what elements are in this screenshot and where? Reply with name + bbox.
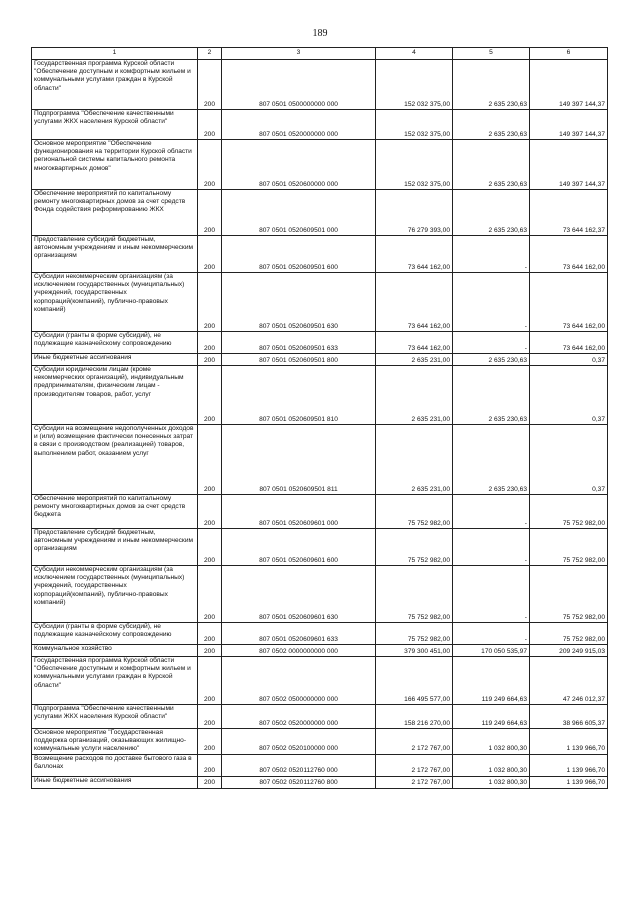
approved-amount-cell: 152 032 375,00 <box>376 60 453 110</box>
approved-amount-cell: 76 279 393,00 <box>376 190 453 236</box>
row-name-cell: Субсидии (гранты в форме субсидий), не подлежащие казначейскому сопровождению <box>32 623 198 645</box>
table-row <box>32 236 608 273</box>
budget-code-cell: 807 0502 0520112760 000 <box>222 754 376 776</box>
row-name-cell: Субсидии некоммерческим организациям (за исключением государственных (муниципальных) учреждений, государственных корпораций(компаний), публично-правовых компаний) <box>32 566 198 623</box>
budget-code-cell: 807 0501 0520609501 811 <box>222 425 376 495</box>
approved-amount-cell: 73 644 162,00 <box>376 273 453 332</box>
table-row <box>32 140 608 190</box>
table-row <box>32 566 608 623</box>
table-row <box>32 60 608 110</box>
executed-amount-cell: 119 249 664,63 <box>453 657 530 705</box>
remaining-amount-cell: 75 752 982,00 <box>530 623 608 645</box>
admin-code-cell: 200 <box>198 236 222 273</box>
budget-code-cell: 807 0501 0520609601 633 <box>222 623 376 645</box>
budget-table <box>31 47 608 789</box>
approved-amount-cell: 73 644 162,00 <box>376 236 453 273</box>
budget-code-cell: 807 0501 0520600000 000 <box>222 140 376 190</box>
row-name-cell: Предоставление субсидий бюджетным, автономным учреждениям и иным некоммерческим организациям <box>32 529 198 566</box>
executed-amount-cell: 2 635 230,63 <box>453 60 530 110</box>
remaining-amount-cell: 0,37 <box>530 425 608 495</box>
col-header: 2 <box>198 48 222 60</box>
admin-code-cell: 200 <box>198 705 222 729</box>
approved-amount-cell: 75 752 982,00 <box>376 529 453 566</box>
table-row <box>32 332 608 354</box>
executed-amount-cell: - <box>453 623 530 645</box>
remaining-amount-cell: 73 644 162,00 <box>530 332 608 354</box>
budget-code-cell: 807 0501 0520609501 630 <box>222 273 376 332</box>
remaining-amount-cell: 1 139 966,70 <box>530 729 608 755</box>
row-name-cell: Иные бюджетные ассигнования <box>32 776 198 788</box>
remaining-amount-cell: 73 644 162,00 <box>530 273 608 332</box>
table-row <box>32 645 608 657</box>
remaining-amount-cell: 149 397 144,37 <box>530 110 608 140</box>
admin-code-cell: 200 <box>198 332 222 354</box>
col-header: 3 <box>222 48 376 60</box>
admin-code-cell: 200 <box>198 566 222 623</box>
budget-code-cell: 807 0501 0520609601 600 <box>222 529 376 566</box>
budget-code-cell: 807 0502 0520000000 000 <box>222 705 376 729</box>
row-name-cell: Подпрограмма "Обеспечение качественными услугами ЖКХ населения Курской области" <box>32 705 198 729</box>
budget-code-cell: 807 0501 0520609501 600 <box>222 236 376 273</box>
executed-amount-cell: - <box>453 529 530 566</box>
approved-amount-cell: 2 635 231,00 <box>376 366 453 425</box>
table-row <box>32 366 608 425</box>
executed-amount-cell: 2 635 230,63 <box>453 425 530 495</box>
executed-amount-cell: - <box>453 332 530 354</box>
approved-amount-cell: 2 172 767,00 <box>376 754 453 776</box>
col-header: 5 <box>453 48 530 60</box>
approved-amount-cell: 152 032 375,00 <box>376 140 453 190</box>
approved-amount-cell: 2 172 767,00 <box>376 776 453 788</box>
budget-code-cell: 807 0501 0520609501 800 <box>222 354 376 366</box>
admin-code-cell: 200 <box>198 273 222 332</box>
remaining-amount-cell: 149 397 144,37 <box>530 140 608 190</box>
admin-code-cell: 200 <box>198 645 222 657</box>
admin-code-cell: 200 <box>198 366 222 425</box>
admin-code-cell: 200 <box>198 495 222 529</box>
executed-amount-cell: - <box>453 495 530 529</box>
page-number: 189 <box>312 28 328 39</box>
remaining-amount-cell: 47 246 012,37 <box>530 657 608 705</box>
admin-code-cell: 200 <box>198 529 222 566</box>
col-header: 6 <box>530 48 608 60</box>
budget-code-cell: 807 0501 0520609501 810 <box>222 366 376 425</box>
executed-amount-cell: 119 249 664,63 <box>453 705 530 729</box>
row-name-cell: Возмещение расходов по доставке бытового газа в баллонах <box>32 754 198 776</box>
table-row <box>32 273 608 332</box>
row-name-cell: Основное мероприятие "Обеспечение функционирования на территории Курской области региональной системы капитального ремонта многоквартирных домов" <box>32 140 198 190</box>
table-row <box>32 425 608 495</box>
executed-amount-cell: - <box>453 273 530 332</box>
executed-amount-cell: 1 032 800,30 <box>453 776 530 788</box>
budget-code-cell: 807 0501 0520609601 630 <box>222 566 376 623</box>
row-name-cell: Подпрограмма "Обеспечение качественными услугами ЖКХ населения Курской области" <box>32 110 198 140</box>
admin-code-cell: 200 <box>198 425 222 495</box>
row-name-cell: Субсидии (гранты в форме субсидий), не подлежащие казначейскому сопровождению <box>32 332 198 354</box>
remaining-amount-cell: 1 139 966,70 <box>530 754 608 776</box>
table-row <box>32 354 608 366</box>
approved-amount-cell: 2 172 767,00 <box>376 729 453 755</box>
budget-code-cell: 807 0501 0520000000 000 <box>222 110 376 140</box>
budget-code-cell: 807 0502 0520112760 800 <box>222 776 376 788</box>
executed-amount-cell: 2 635 230,63 <box>453 354 530 366</box>
approved-amount-cell: 379 300 451,00 <box>376 645 453 657</box>
admin-code-cell: 200 <box>198 354 222 366</box>
budget-code-cell: 807 0501 0520609501 000 <box>222 190 376 236</box>
row-name-cell: Государственная программа Курской области "Обеспечение доступным и комфортным жильем и коммунальными услугами граждан в Курской области" <box>32 60 198 110</box>
row-name-cell: Субсидии юридическим лицам (кроме некоммерческих организаций), индивидуальным предпринимателям, физическим лицам - производителям товаров, работ, услуг <box>32 366 198 425</box>
budget-code-cell: 807 0502 0500000000 000 <box>222 657 376 705</box>
executed-amount-cell: 2 635 230,63 <box>453 140 530 190</box>
table-row <box>32 657 608 705</box>
approved-amount-cell: 166 495 577,00 <box>376 657 453 705</box>
remaining-amount-cell: 0,37 <box>530 366 608 425</box>
table-row <box>32 529 608 566</box>
approved-amount-cell: 152 032 375,00 <box>376 110 453 140</box>
approved-amount-cell: 75 752 982,00 <box>376 495 453 529</box>
admin-code-cell: 200 <box>198 657 222 705</box>
admin-code-cell: 200 <box>198 190 222 236</box>
header-row <box>32 48 608 60</box>
approved-amount-cell: 2 635 231,00 <box>376 354 453 366</box>
approved-amount-cell: 73 644 162,00 <box>376 332 453 354</box>
admin-code-cell: 200 <box>198 110 222 140</box>
row-name-cell: Государственная программа Курской области "Обеспечение доступным и комфортным жильем и коммунальными услугами граждан в Курской области" <box>32 657 198 705</box>
row-name-cell: Предоставление субсидий бюджетным, автономным учреждениям и иным некоммерческим организациям <box>32 236 198 273</box>
admin-code-cell: 200 <box>198 60 222 110</box>
approved-amount-cell: 2 635 231,00 <box>376 425 453 495</box>
executed-amount-cell: 2 635 230,63 <box>453 110 530 140</box>
row-name-cell: Иные бюджетные ассигнования <box>32 354 198 366</box>
admin-code-cell: 200 <box>198 754 222 776</box>
remaining-amount-cell: 75 752 982,00 <box>530 495 608 529</box>
budget-code-cell: 807 0501 0520609601 000 <box>222 495 376 529</box>
remaining-amount-cell: 75 752 982,00 <box>530 566 608 623</box>
executed-amount-cell: 170 050 535,97 <box>453 645 530 657</box>
remaining-amount-cell: 73 644 162,00 <box>530 236 608 273</box>
executed-amount-cell: 1 032 800,30 <box>453 729 530 755</box>
row-name-cell: Коммунальное хозяйство <box>32 645 198 657</box>
admin-code-cell: 200 <box>198 729 222 755</box>
approved-amount-cell: 75 752 982,00 <box>376 623 453 645</box>
table-row <box>32 110 608 140</box>
table-row <box>32 705 608 729</box>
row-name-cell: Обеспечение мероприятий по капитальному ремонту многоквартирных домов за счет средств Фонда содействия реформированию ЖКХ <box>32 190 198 236</box>
table-row <box>32 754 608 776</box>
table-row <box>32 776 608 788</box>
row-name-cell: Основное мероприятие "Государственная поддержка организаций, оказывающих жилищно-коммунальные услуги населению" <box>32 729 198 755</box>
remaining-amount-cell: 209 249 915,03 <box>530 645 608 657</box>
remaining-amount-cell: 0,37 <box>530 354 608 366</box>
budget-code-cell: 807 0501 0520609501 633 <box>222 332 376 354</box>
table-row <box>32 623 608 645</box>
table-row <box>32 729 608 755</box>
col-header: 4 <box>376 48 453 60</box>
approved-amount-cell: 158 216 270,00 <box>376 705 453 729</box>
remaining-amount-cell: 1 139 966,70 <box>530 776 608 788</box>
col-header: 1 <box>32 48 198 60</box>
budget-code-cell: 807 0502 0000000000 000 <box>222 645 376 657</box>
executed-amount-cell: 2 635 230,63 <box>453 190 530 236</box>
row-name-cell: Обеспечение мероприятий по капитальному ремонту многоквартирных домов за счет средств бюджета <box>32 495 198 529</box>
admin-code-cell: 200 <box>198 140 222 190</box>
admin-code-cell: 200 <box>198 776 222 788</box>
budget-code-cell: 807 0502 0520100000 000 <box>222 729 376 755</box>
table-row <box>32 190 608 236</box>
remaining-amount-cell: 149 397 144,37 <box>530 60 608 110</box>
executed-amount-cell: 1 032 800,30 <box>453 754 530 776</box>
executed-amount-cell: - <box>453 236 530 273</box>
row-name-cell: Субсидии некоммерческим организациям (за исключением государственных (муниципальных) учреждений, государственных корпораций(компаний), публично-правовых компаний) <box>32 273 198 332</box>
executed-amount-cell: - <box>453 566 530 623</box>
row-name-cell: Субсидии на возмещение недополученных доходов и (или) возмещение фактически понесенных затрат в связи с производством (реализацией) товаров, выполнением работ, оказанием услуг <box>32 425 198 495</box>
remaining-amount-cell: 38 966 605,37 <box>530 705 608 729</box>
admin-code-cell: 200 <box>198 623 222 645</box>
approved-amount-cell: 75 752 982,00 <box>376 566 453 623</box>
budget-code-cell: 807 0501 0500000000 000 <box>222 60 376 110</box>
table-row <box>32 495 608 529</box>
remaining-amount-cell: 73 644 162,37 <box>530 190 608 236</box>
remaining-amount-cell: 75 752 982,00 <box>530 529 608 566</box>
executed-amount-cell: 2 635 230,63 <box>453 366 530 425</box>
